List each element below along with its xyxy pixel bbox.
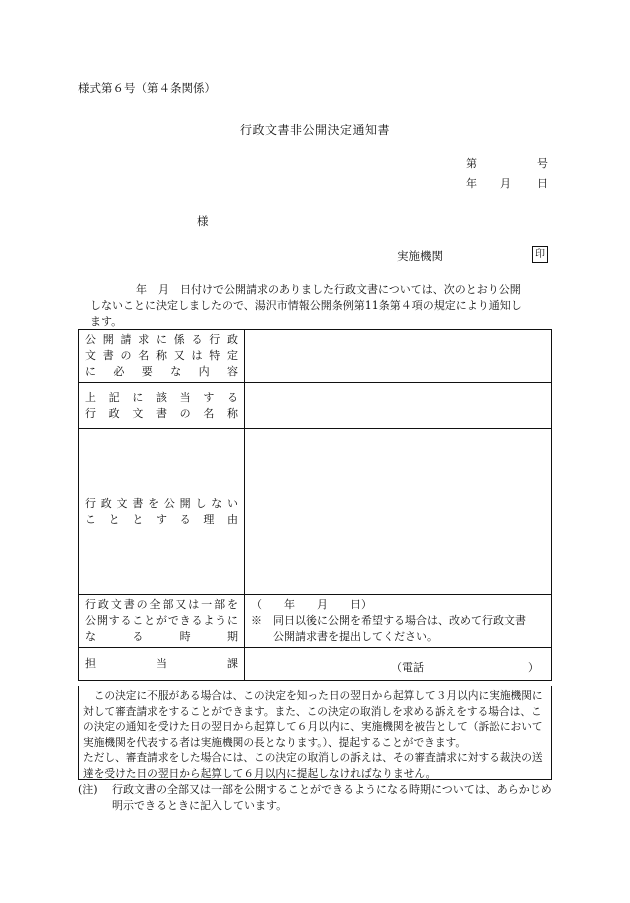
row1-label-line-2: 文書の名称又は特定 — [85, 349, 238, 362]
addressee-suffix: 様 — [197, 214, 209, 228]
row2-label-line-1: 上 記 に 該 当 す る — [85, 390, 238, 404]
footnote-body: 行政文書の全部又は一部を公開することができるようになる時期については、あらかじめ明示できるときに記入しています。 — [112, 783, 552, 812]
table-row-department — [79, 648, 552, 681]
row4-label — [79, 595, 245, 648]
form-number: 様式第６号（第４条関係） — [78, 81, 216, 95]
table-row-reason — [79, 429, 552, 595]
intro-line-2: しないことに決定しましたので、湯沢市情報公開条例第11条第４項の規定により通知し — [90, 299, 522, 312]
row2-value-field[interactable] — [245, 383, 552, 429]
appeal-notice-para-2: ただし、審査請求をした場合には、この決定の取消しの訴えは、その審査請求に対する裁決の送達を受けた日の翌日から起算して６月以内に提起しなければなりません。 — [83, 751, 543, 780]
tel-open-label: （電話 — [391, 661, 424, 674]
row4-label-line-2: 公開することができるように — [85, 614, 238, 627]
row1-label-line-3: に 必 要 な 内 容 — [85, 365, 238, 378]
row1-label-line-1: 公開請求に係る行政 — [85, 333, 238, 346]
intro-text — [90, 282, 550, 330]
row4-value-field[interactable] — [245, 595, 552, 648]
row4-label-line-3: な る 時 期 — [85, 630, 238, 643]
footnote-head: (注) — [78, 783, 98, 796]
row5-label-text: 担 当 課 — [85, 657, 238, 670]
intro-line-3: ます。 — [90, 315, 123, 328]
row5-value-field[interactable] — [245, 648, 552, 681]
row5-label — [79, 648, 245, 681]
agency-label: 実施機関 — [397, 249, 443, 263]
appeal-notice — [78, 686, 552, 780]
row3-value-field[interactable] — [245, 429, 552, 595]
row3-label — [79, 429, 245, 595]
row1-value-field[interactable] — [245, 330, 552, 383]
table-row-request-content — [79, 330, 552, 383]
row4-note-line-1: ※ 同日以後に公開を希望する場合は、改めて行政文書 — [251, 614, 526, 627]
intro-line-1: 年 月 日付けで公開請求のありました行政文書については、次のとおり公開 — [136, 283, 521, 296]
document-title: 行政文書非公開決定通知書 — [239, 123, 390, 137]
decision-table — [78, 329, 552, 681]
row3-label-line-1: 行政文書を公開しない — [85, 496, 238, 510]
number-prefix: 第 — [466, 157, 477, 170]
date-year-label: 年 — [466, 177, 477, 190]
row4-label-line-1: 行政文書の全部又は一部を — [85, 598, 238, 611]
date-month-label: 月 — [500, 177, 511, 190]
footnote — [78, 782, 552, 814]
row4-note-line-2: 公開請求書を提出してください。 — [273, 630, 438, 643]
table-row-disclosure-timing — [79, 595, 552, 648]
appeal-notice-para-1: この決定に不服がある場合は、この決定を知った日の翌日から起算して３月以内に実施機関に対して審査請求をすることができます。また、この決定の取消しを求める訴えをする場合は、この決定の通知を受けた日の翌日から起算して６月以内に、実施機関を被告として（訴訟において実施機関を代表する者は実施機関の長となります。）、提起することができます。 — [83, 689, 543, 749]
number-suffix: 号 — [537, 157, 548, 170]
tel-close-label: ） — [528, 661, 539, 674]
row2-label-line-2: 行 政 文 書 の 名 称 — [85, 406, 238, 420]
row1-label — [79, 330, 245, 383]
row4-date-text: （ 年 月 日） — [251, 598, 372, 611]
date-day-label: 日 — [537, 177, 548, 190]
table-row-document-name — [79, 383, 552, 429]
row2-label — [79, 383, 245, 429]
row3-label-line-2: こ と と す る 理 由 — [85, 512, 238, 526]
seal-mark: 印 — [532, 246, 548, 263]
